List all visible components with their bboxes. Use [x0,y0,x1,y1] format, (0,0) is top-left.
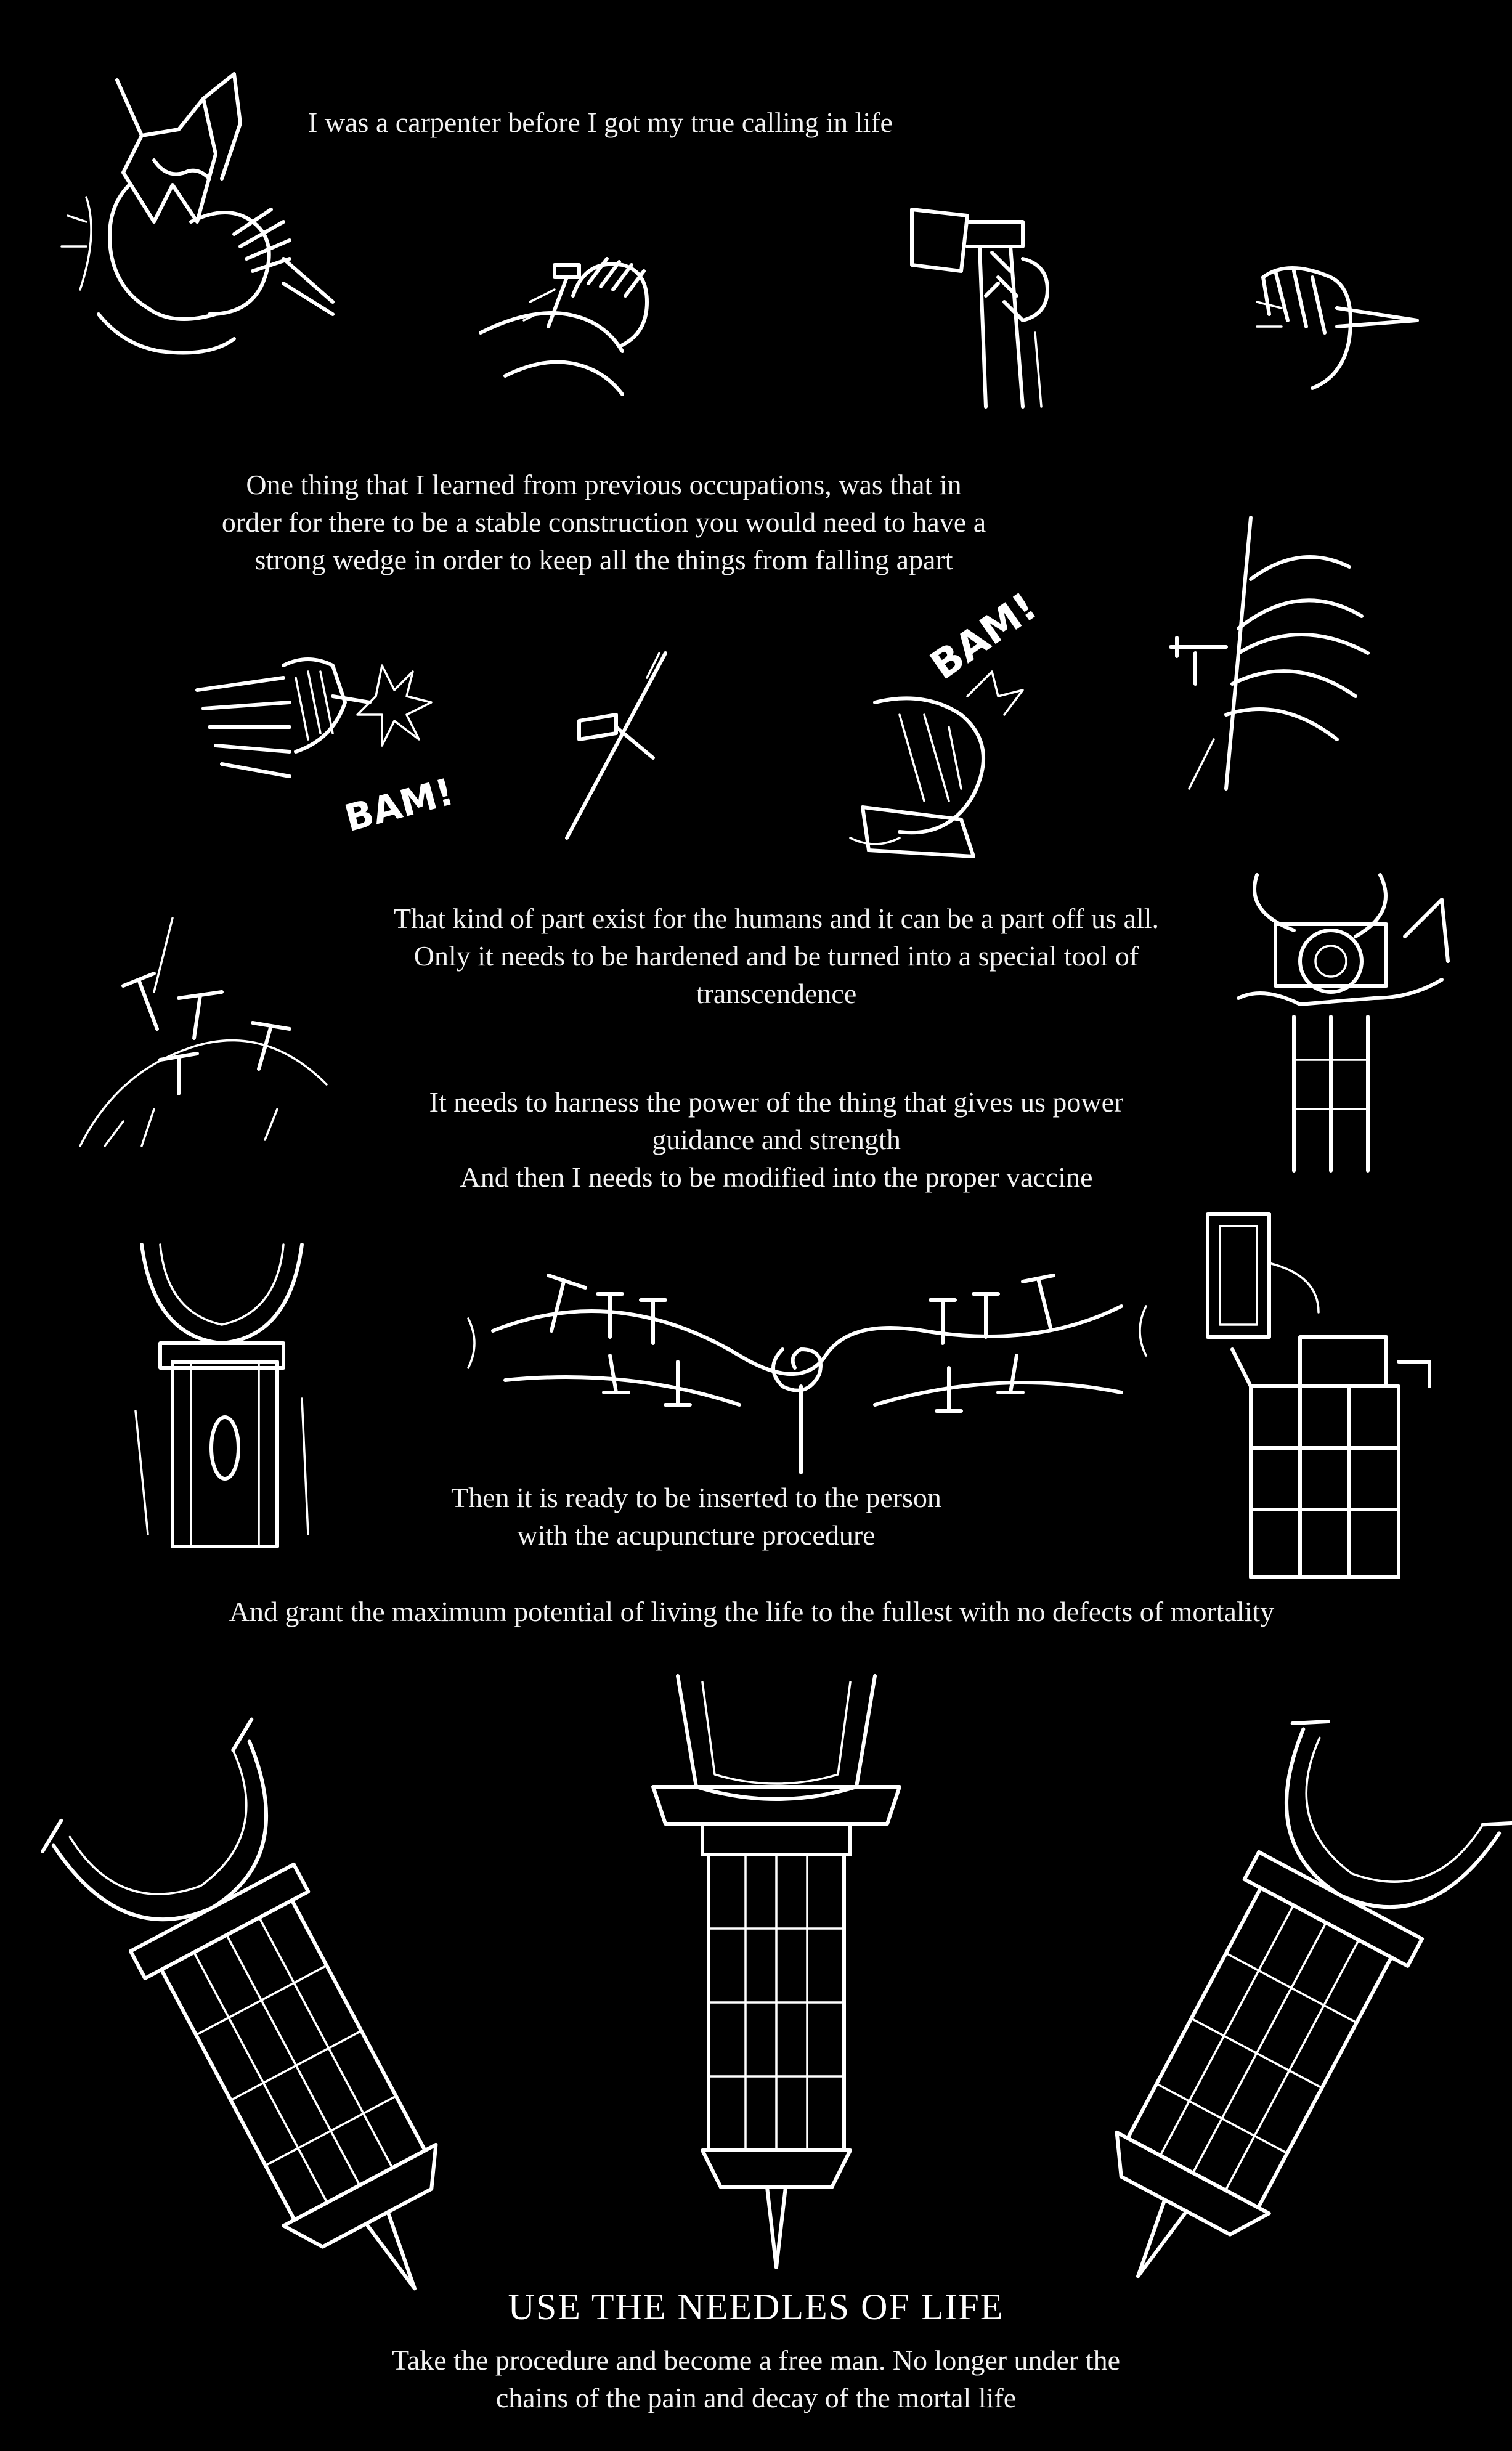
syringe-right-tilted [1060,1725,1491,2311]
syringe-center-upright [641,1664,912,2267]
hand-holding-nails [468,228,665,413]
tree-with-nails [1158,505,1392,801]
fist-with-nail [1245,240,1429,400]
caption-intro: I was a carpenter before I got my true calling in life [308,107,893,138]
caption-part: That kind of part exist for the humans and it can be a part off us all. Only it needs to be hardened and be turned into a special tool of transcendence [393,903,1160,1009]
caption-wedge: One thing that I learned from previous occupations, was that in order for there to be a stable construction you would need to have a strong wedge in order to keep all the things from falling apart [221,469,986,575]
sfx-bam-1: BAM! [340,770,458,841]
hammer-held-in-hand [900,197,1084,419]
hammer-strike-bam [838,583,1060,869]
syringe-front-view [123,1238,320,1553]
spinal-nerves-with-nails [456,1245,1158,1479]
page-title: USE THE NEEDLES OF LIFE [508,2286,1004,2327]
hand-hammering-nail-bam [185,628,468,850]
caption-insert: Then it is ready to be inserted to the person with the acupuncture procedure [451,1482,941,1551]
sfx-bam-2: BAM! [922,583,1046,689]
caption-grant: And grant the maximum potential of living the life to the fullest with no defects of mortality [229,1596,1275,1627]
carpenter-figure [49,62,370,382]
nail-in-wood-splinter [542,641,690,850]
caption-closing: Take the procedure and become a free man. No longer under the chains of the pain and decay of the mortal life [391,2344,1120,2413]
caption-harness: It needs to harness the power of the thing that gives us power guidance and strength And then I needs to be modified into the proper vaccine [429,1086,1124,1193]
syringe-left-tilted [62,1738,493,2323]
industrial-machine [1195,1201,1454,1583]
